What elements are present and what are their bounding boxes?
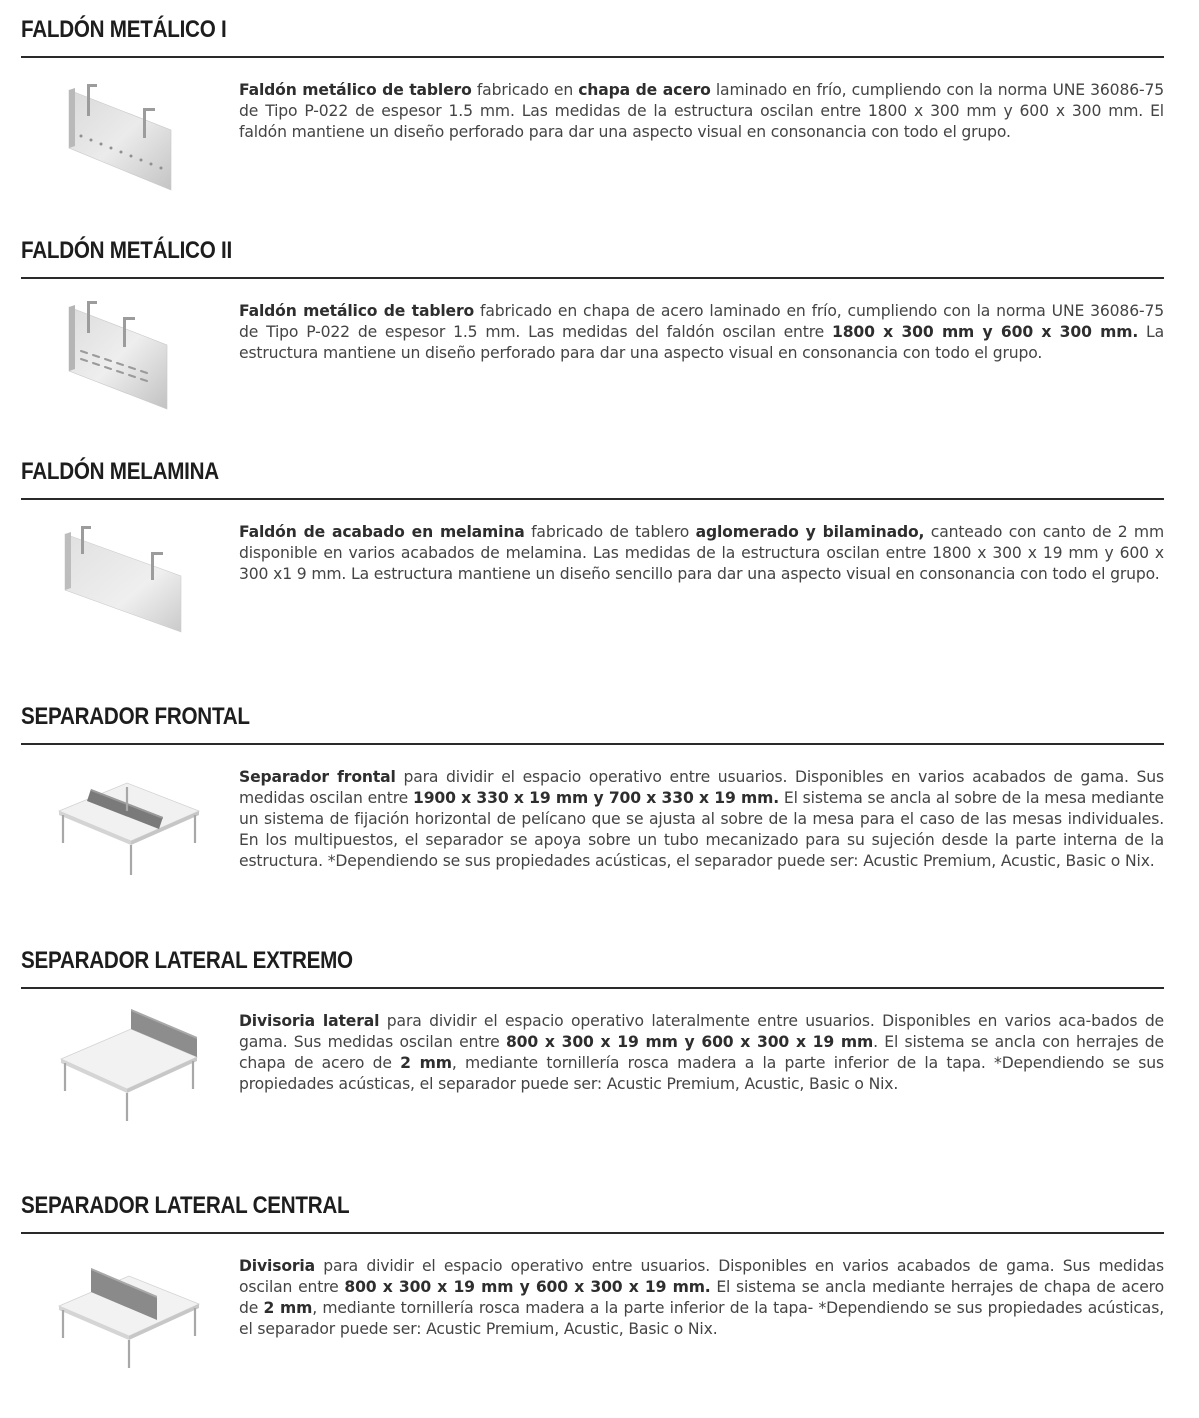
- description-text: canteado con canto de 2 mm disponible en varios acabados de melamina. Las medidas de la estructura oscilan entre 1800 x 300 x 19 mm y 600 x 300 x1 9 mm. La estructura mantiene un diseño sencillo para dar una aspecto visual en consonancia con todo el grupo.: [239, 523, 1164, 583]
- description-text: El sistema se ancla al sobre de la mesa mediante un sistema de fijación horizontal de pelícano que se ajusta al sobre de la mesa para el caso de las mesas individuales. En los multipuestos, el separador se apoya sobre un tubo mecanizado para su sujeción desde la parte interna de la estructura. *Dependiendo se sus propiedades acústicas, el separador puede ser: Acustic Premium, Acustic, Basic o Nix.: [239, 789, 1164, 870]
- section-divider: [21, 56, 1164, 58]
- section-title: FALDÓN MELAMINA: [21, 458, 219, 485]
- section-divider: [21, 1232, 1164, 1234]
- section-title: SEPARADOR LATERAL CENTRAL: [21, 1192, 350, 1219]
- description-emphasis: 2 mm: [400, 1054, 452, 1072]
- section-faldon-metalico-1: [21, 14, 1165, 141]
- description-emphasis: 1900 x 330 x 19 mm y 700 x 330 x 19 mm.: [413, 789, 780, 807]
- section-title: FALDÓN METÁLICO II: [21, 237, 232, 264]
- product-image-faldon-melamina: [51, 518, 207, 642]
- section-title: SEPARADOR FRONTAL: [21, 703, 250, 730]
- section-divider: [21, 987, 1164, 989]
- section-divider: [21, 743, 1164, 745]
- section-faldon-melamina: [21, 456, 1164, 583]
- description-emphasis: Divisoria lateral: [239, 1012, 380, 1030]
- section-description: [239, 301, 1164, 364]
- section-divider: [21, 277, 1164, 279]
- description-text: fabricado en: [471, 81, 579, 99]
- section-separador-lateral-extremo: [21, 945, 1165, 1093]
- description-emphasis: Faldón metálico de tablero: [239, 81, 472, 99]
- section-description: [239, 1256, 1164, 1340]
- description-text: , mediante tornillería rosca madera a la parte inferior de la tapa. *Dependiendo se sus propiedades acústicas, el separador puede ser: Acustic Premium, Acustic, Basic o Nix.: [239, 1054, 1164, 1093]
- description-text: fabricado en chapa de acero laminado en frío, cumpliendo con la norma UNE 36086-75 de Tipo P-022 de espesor 1.5 mm. Las medidas del faldón oscilan entre: [239, 302, 1164, 341]
- description-emphasis: Divisoria: [239, 1257, 316, 1275]
- section-divider: [21, 498, 1164, 500]
- description-text: , mediante tornillería rosca madera a la parte inferior de la tapa- *Dependiendo se sus propiedades acústicas, el separador puede ser: Acustic Premium, Acustic, Basic o Nix.: [239, 1299, 1164, 1338]
- description-emphasis: 1800 x 300 mm y 600 x 300 mm.: [832, 323, 1139, 341]
- description-emphasis: chapa de acero: [578, 81, 711, 99]
- description-text: para dividir el espacio operativo entre usuarios. Disponibles en varios acabados de gama. Sus medidas oscilan entre: [239, 1257, 1164, 1296]
- description-text: para dividir el espacio operativo lateralmente entre usuarios. Disponibles en varios aca-bados de gama. Sus medidas oscilan entre: [239, 1012, 1165, 1051]
- section-separador-frontal: [21, 701, 1164, 870]
- description-emphasis: aglomerado y bilaminado,: [695, 523, 925, 541]
- product-image-mesa-separador-lateral-extremo: [51, 1007, 207, 1131]
- description-emphasis: Separador frontal: [239, 768, 396, 786]
- description-text: . El sistema se ancla con herrajes de chapa de acero de: [239, 1033, 1164, 1072]
- product-image-faldon-metalico-perforado: [51, 78, 207, 202]
- description-text: laminado en frío, cumpliendo con la norma UNE 36086-75 de Tipo P-022 de espesor 1.5 mm. Las medidas de la estructura oscilan entre 1800 x 300 mm y 600 x 300 mm. El faldón mantiene un diseño perforado para dar una aspecto visual en consonancia con todo el grupo.: [239, 81, 1165, 141]
- description-emphasis: 2 mm: [263, 1299, 313, 1317]
- description-emphasis: 800 x 300 x 19 mm y 600 x 300 x 19 mm.: [344, 1278, 711, 1296]
- section-title: SEPARADOR LATERAL EXTREMO: [21, 947, 353, 974]
- description-text: fabricado de tablero: [524, 523, 696, 541]
- section-description: [239, 767, 1164, 872]
- section-description: [239, 522, 1164, 585]
- description-text: para dividir el espacio operativo entre usuarios. Disponibles en varios acabados de gama. Sus medidas oscilan entre: [239, 768, 1164, 807]
- section-title: FALDÓN METÁLICO I: [21, 16, 227, 43]
- description-text: La estructura mantiene un diseño perforado para dar una aspecto visual en consonancia con todo el grupo.: [239, 323, 1164, 362]
- product-image-faldon-metalico-ranurado: [51, 297, 207, 421]
- description-emphasis: 800 x 300 x 19 mm y 600 x 300 x 19 mm: [505, 1033, 874, 1051]
- product-image-mesa-separador-lateral-central: [51, 1252, 207, 1376]
- section-description: [239, 1011, 1164, 1095]
- description-emphasis: Faldón de acabado en melamina: [239, 523, 525, 541]
- section-description: [239, 80, 1164, 143]
- description-emphasis: Faldón metálico de tablero: [239, 302, 475, 320]
- product-image-mesa-separador-frontal: [51, 761, 207, 885]
- section-faldon-metalico-2: [21, 235, 1164, 362]
- description-text: El sistema se ancla mediante herrajes de chapa de acero de: [239, 1278, 1164, 1317]
- section-separador-lateral-central: [21, 1190, 1164, 1338]
